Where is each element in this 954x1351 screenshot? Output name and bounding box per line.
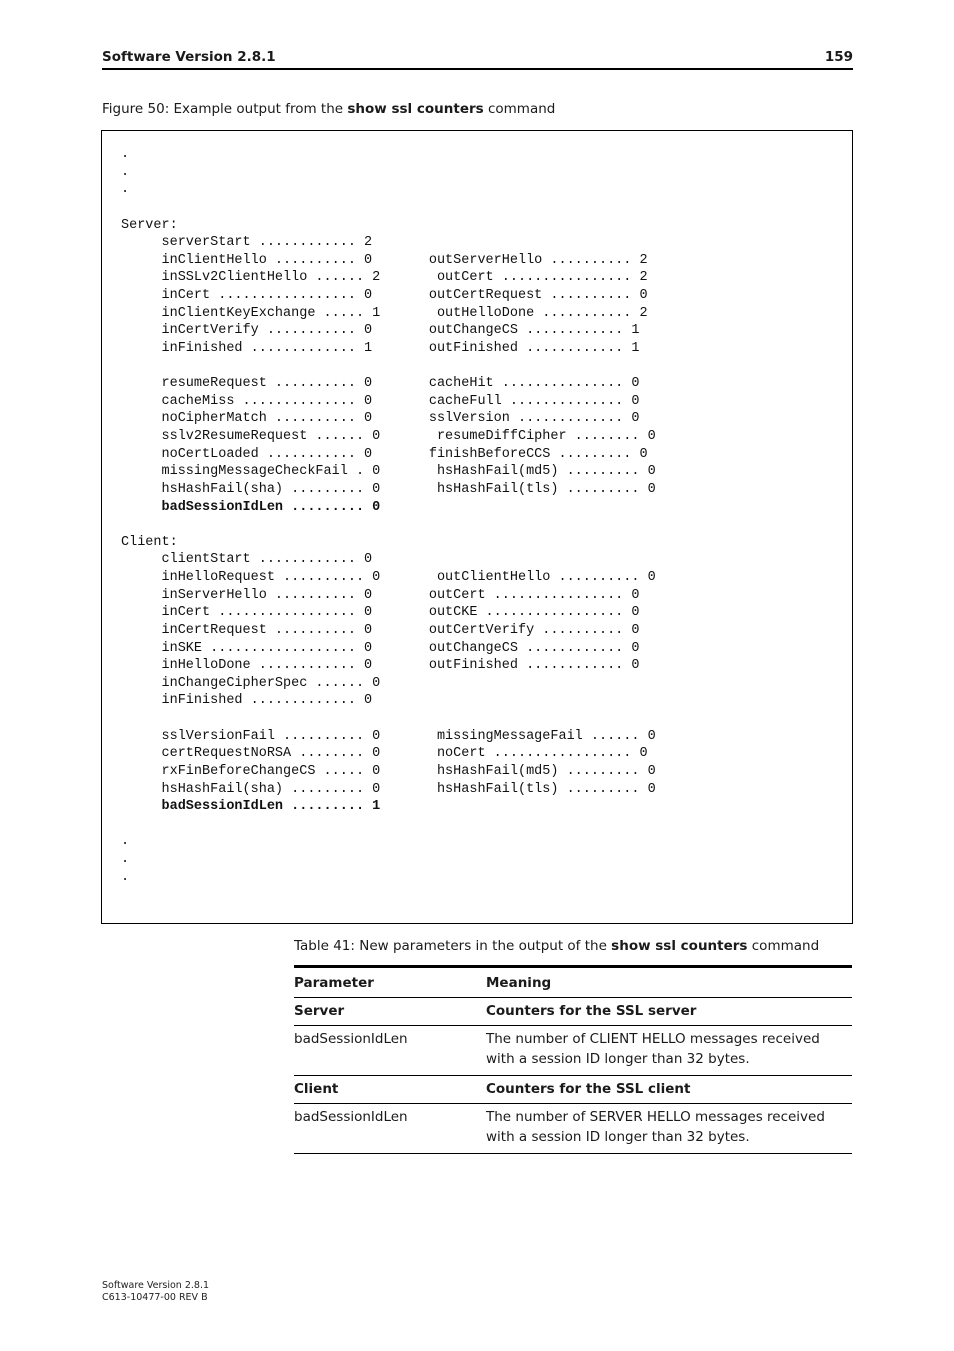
figure-caption-suffix: command [483,101,556,117]
code-line: inChangeCipherSpec ...... 0 [121,675,381,691]
code-line [121,358,656,376]
code-line: inCertVerify ........... 0 outChangeCS ............ 1 [121,323,640,339]
code-line: hsHashFail(sha) ......... 0 hsHashFail(tls) ......... 0 [121,781,656,797]
code-line: inCertRequest .......... 0 outCertVerify .......... 0 [121,622,640,638]
command-output [121,146,656,886]
page-footer [102,1280,209,1304]
table-caption [294,938,819,954]
code-line [121,816,656,834]
table-row [294,998,852,1026]
code-line: noCertLoaded ........... 0 finishBeforeCCS ......... 0 [121,446,648,462]
code-line: missingMessageCheckFail . 0 hsHashFail(md5) ......... 0 [121,464,656,480]
code-line: sslVersionFail .......... 0 missingMessageFail ...... 0 [121,728,656,744]
code-line [121,710,656,728]
code-line: Client: [121,534,178,550]
section-name: Server [294,998,486,1026]
code-line: . [121,164,130,180]
parameter-name: badSessionIdLen [294,1026,486,1076]
code-line: inClientKeyExchange ..... 1 outHelloDone ........... 2 [121,305,648,321]
table-caption-suffix: command [747,938,820,954]
code-line: inFinished ............. 1 outFinished ............ 1 [121,340,640,356]
code-line: inSKE .................. 0 outChangeCS ............ 0 [121,640,640,656]
code-line: rxFinBeforeChangeCS ..... 0 hsHashFail(md5) ......... 0 [121,763,656,779]
code-line: noCipherMatch .......... 0 sslVersion ............. 0 [121,411,640,427]
code-line: inSSLv2ClientHello ...... 2 outCert ................ 2 [121,270,648,286]
section-name: Client [294,1076,486,1104]
code-line: inCert ................. 0 outCKE ................. 0 [121,605,640,621]
code-line: cacheMiss .............. 0 cacheFull .............. 0 [121,393,640,409]
page-number: 159 [824,49,853,65]
code-line: inFinished ............. 0 [121,693,373,709]
code-line: inClientHello .......... 0 outServerHello .......... 2 [121,252,648,268]
code-line: badSessionIdLen ......... 0 [121,499,381,515]
table-header-row [294,967,852,998]
section-meaning: Counters for the SSL server [486,998,852,1026]
parameters-table [294,965,852,1154]
code-line: badSessionIdLen ......... 1 [121,799,381,815]
code-line: . [121,869,130,885]
figure-caption-command: show ssl counters [347,101,484,117]
code-line [121,199,656,217]
code-line: clientStart ............ 0 [121,552,373,568]
table-row [294,1104,852,1154]
parameter-name: badSessionIdLen [294,1104,486,1154]
page-header [102,48,853,70]
parameter-meaning: The number of CLIENT HELLO messages received with a session ID longer than 32 bytes. [486,1026,852,1076]
code-line: certRequestNoRSA ........ 0 noCert ................. 0 [121,746,648,762]
footer-doc-id: C613-10477-00 REV B [102,1292,208,1303]
section-meaning: Counters for the SSL client [486,1076,852,1104]
code-line: inServerHello .......... 0 outCert ................ 0 [121,587,640,603]
code-line: inHelloDone ............ 0 outFinished ............ 0 [121,658,640,674]
code-line: inCert ................. 0 outCertRequest .......... 0 [121,288,648,303]
code-line: sslv2ResumeRequest ...... 0 resumeDiffCipher ........ 0 [121,429,656,444]
table-row [294,1076,852,1104]
table-caption-command: show ssl counters [611,938,748,954]
code-line: . [121,182,130,198]
table-row [294,1026,852,1076]
table-caption-prefix: Table 41: New parameters in the output of the [294,938,612,954]
figure-caption [102,101,555,117]
parameter-meaning: The number of SERVER HELLO messages received with a session ID longer than 32 bytes. [486,1104,852,1154]
code-line: . [121,147,130,162]
code-line: hsHashFail(sha) ......... 0 hsHashFail(tls) ......... 0 [121,481,656,497]
code-line: inHelloRequest .......... 0 outClientHello .......... 0 [121,570,656,585]
code-line: resumeRequest .......... 0 cacheHit ............... 0 [121,376,640,392]
code-line: . [121,852,130,867]
code-line: Server: [121,217,178,233]
code-output-box [101,130,853,924]
code-line [121,516,656,534]
header-parameter: Parameter [294,967,486,998]
header-title: Software Version 2.8.1 [102,49,276,65]
code-line: . [121,834,130,850]
footer-version: Software Version 2.8.1 [102,1280,210,1291]
figure-caption-prefix: Figure 50: Example output from the [102,101,348,117]
header-meaning: Meaning [486,967,852,998]
code-line: serverStart ............ 2 [121,235,373,251]
